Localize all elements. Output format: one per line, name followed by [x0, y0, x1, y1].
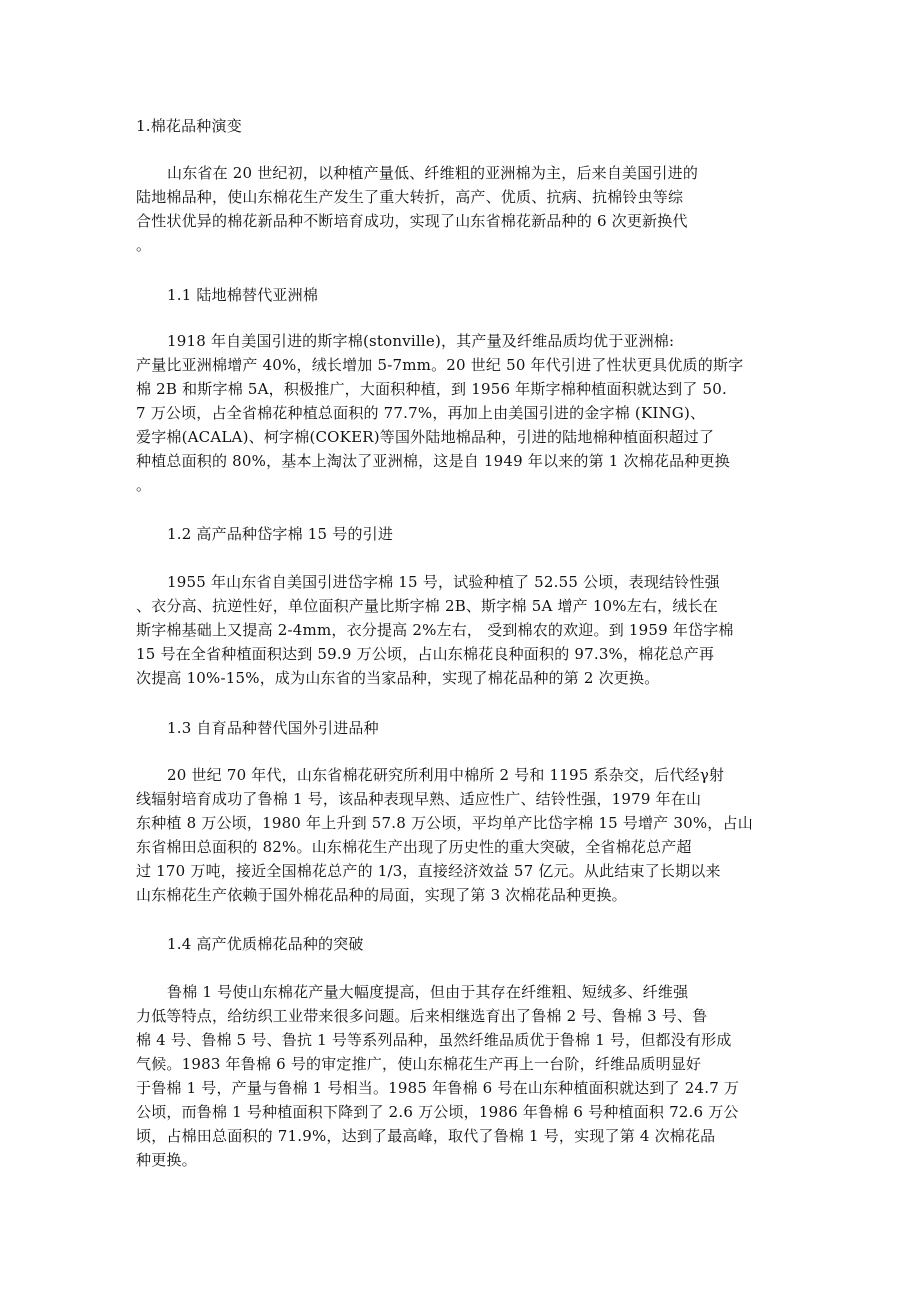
intro-paragraph-line: 。: [136, 236, 152, 254]
section-paragraph-line: 线辐射培育成功了鲁棉 1 号，该品种表现早熟、适应性广、结铃性强，1979 年在山: [136, 790, 702, 808]
section-paragraph-line: 山东棉花生产依赖于国外棉花品种的局面，实现了第 3 次棉花品种更换。: [136, 886, 627, 904]
intro-paragraph-line: 合性状优异的棉花新品种不断培育成功，实现了山东省棉花新品种的 6 次更新换代: [136, 212, 688, 230]
section-paragraph-line: 公顷，而鲁棉 1 号种植面积下降到了 2.6 万公顷，1986 年鲁棉 6 号种植面积 72.6 万公: [136, 1103, 739, 1121]
section-paragraph-line: 棉 2B 和斯字棉 5A，积极推广，大面积种植，到 1956 年斯字棉种植面积就达到了 50.: [136, 380, 727, 398]
section-heading: 1.3 自育品种替代国外引进品种: [167, 719, 379, 737]
section-paragraph-line: 。: [136, 476, 152, 494]
section-paragraph-line: 鲁棉 1 号使山东棉花产量大幅度提高，但由于其存在纤维粗、短绒多、纤维强: [167, 983, 689, 1001]
section-heading: 1.2 高产品种岱字棉 15 号的引进: [167, 525, 394, 543]
document-title: 1.棉花品种演变: [136, 117, 242, 135]
section-paragraph-line: 力低等特点，给纺织工业带来很多问题。后来相继选育出了鲁棉 2 号、鲁棉 3 号、鲁: [136, 1007, 708, 1025]
section-paragraph-line: 种植总面积的 80%，基本上淘汰了亚洲棉，这是自 1949 年以来的第 1 次棉花品种更换: [136, 452, 730, 470]
section-paragraph-line: 斯字棉基础上又提高 2-4mm，衣分提高 2%左右， 受到棉农的欢迎。到 1959 年岱字棉: [136, 621, 734, 639]
section-paragraph-line: 次提高 10%-15%，成为山东省的当家品种，实现了棉花品种的第 2 次更换。: [136, 669, 660, 687]
section-paragraph-line: 东种植 8 万公顷，1980 年上升到 57.8 万公顷，平均单产比岱字棉 15 号增产 30%，占山: [136, 814, 753, 832]
section-paragraph-line: 20 世纪 70 年代，山东省棉花研究所利用中棉所 2 号和 1195 系杂交，后代经γ射: [167, 766, 725, 784]
section-paragraph-line: 、衣分高、抗逆性好，单位面积产量比斯字棉 2B、斯字棉 5A 增产 10%左右，绒长在: [136, 597, 718, 615]
intro-paragraph-line: 陆地棉品种，使山东棉花生产发生了重大转折，高产、优质、抗病、抗棉铃虫等综: [136, 188, 684, 206]
section-paragraph-line: 7 万公顷，占全省棉花种植总面积的 77.7%，再加上由美国引进的金字棉 (KING)、: [136, 404, 706, 422]
section-paragraph-line: 过 170 万吨，接近全国棉花总产的 1/3，直接经济效益 57 亿元。从此结束了长期以来: [136, 862, 721, 880]
section-paragraph-line: 气候。1983 年鲁棉 6 号的审定推广，使山东棉花生产再上一台阶，纤维品质明显好: [136, 1055, 702, 1073]
section-heading: 1.4 高产优质棉花品种的突破: [167, 935, 364, 953]
section-heading: 1.1 陆地棉替代亚洲棉: [167, 286, 319, 304]
section-paragraph-line: 种更换。: [136, 1151, 197, 1169]
section-paragraph-line: 1918 年自美国引进的斯字棉(stonville)，其产量及纤维品质均优于亚洲棉:: [167, 332, 675, 350]
section-paragraph-line: 15 号在全省种植面积达到 59.9 万公顷，占山东棉花良种面积的 97.3%，棉花总产再: [136, 645, 715, 663]
section-paragraph-line: 顷，占棉田总面积的 71.9%，达到了最高峰，取代了鲁棉 1 号，实现了第 4 次棉花品: [136, 1127, 716, 1145]
section-paragraph-line: 于鲁棉 1 号，产量与鲁棉 1 号相当。1985 年鲁棉 6 号在山东种植面积就达到了 24.7 万: [136, 1079, 740, 1097]
section-paragraph-line: 产量比亚洲棉增产 40%，绒长增加 5-7mm。20 世纪 50 年代引进了性状更具优质的斯字: [136, 356, 744, 374]
section-paragraph-line: 爱字棉(ACALA)、柯字棉(COKER)等国外陆地棉品种，引进的陆地棉种植面积超过了: [136, 428, 715, 446]
intro-paragraph-line: 山东省在 20 世纪初，以种植产量低、纤维粗的亚洲棉为主，后来自美国引进的: [167, 164, 699, 182]
section-paragraph-line: 1955 年山东省自美国引进岱字棉 15 号，试验种植了 52.55 公顷，表现结铃性强: [167, 573, 720, 591]
section-paragraph-line: 棉 4 号、鲁棉 5 号、鲁抗 1 号等系列品种，虽然纤维品质优于鲁棉 1 号，但都没有形成: [136, 1031, 732, 1049]
section-paragraph-line: 东省棉田总面积的 82%。山东棉花生产出现了历史性的重大突破，全省棉花总产超: [136, 838, 692, 856]
